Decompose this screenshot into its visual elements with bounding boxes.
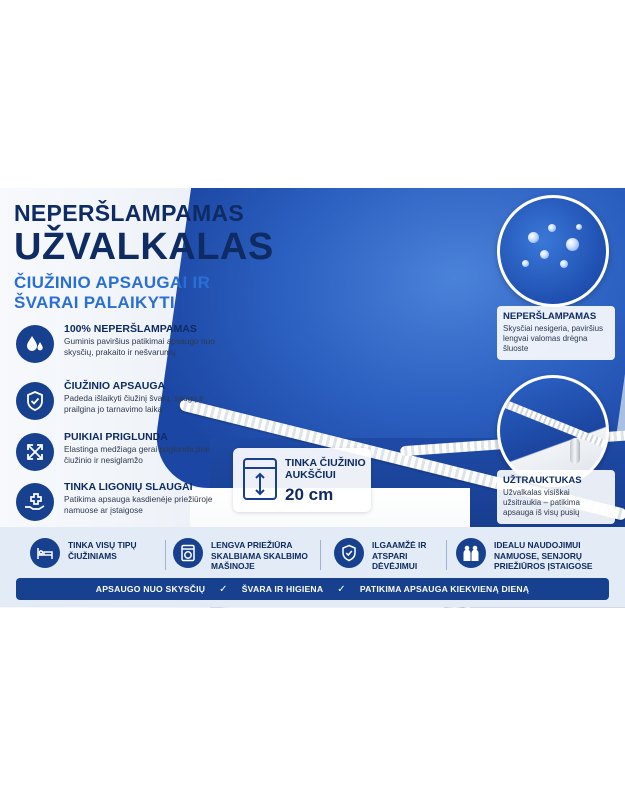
callout-zipper: UŽTRAUKTUKAS Užvalkalas visiškai užsitraukia – patikima apsauga iš visų pusių: [497, 470, 615, 524]
check-icon: ✓: [219, 583, 228, 595]
shield-check-icon: [16, 382, 54, 420]
title-line-2: UŽVALKALAS: [14, 226, 274, 268]
footer-item: ŠVARA IR HIGIENA: [241, 584, 324, 594]
bed-icon: [30, 538, 60, 568]
check-icon: ✓: [337, 583, 346, 595]
family-icon: [456, 538, 486, 568]
mattress-height-icon: [241, 456, 279, 507]
care-hand-icon: [16, 483, 54, 521]
zipper-pull-icon: [570, 438, 580, 464]
water-drops-icon: [16, 325, 54, 363]
footer-item: APSAUGO NUO SKYSČIŲ: [95, 584, 206, 594]
footer-bar: [16, 578, 609, 600]
benefit-divider: [446, 540, 447, 570]
washing-machine-icon: [173, 538, 203, 568]
height-info-box: TINKA ČIUŽINIO AUKŠČIUI 20 cm: [233, 448, 371, 512]
benefit-divider: [320, 540, 321, 570]
shield-check-icon: [334, 538, 364, 568]
waterproof-closeup-image: [497, 195, 609, 307]
callout-waterproof: NEPERŠLAMPAMAS Skysčiai nesigeria, paviršius lengvai valomas drėgna šluoste: [497, 306, 615, 360]
footer-item: PATIKIMA APSAUGA KIEKVIENĄ DIENĄ: [359, 584, 530, 594]
subtitle: ČIUŽINIO APSAUGAI IR ŠVARAI PALAIKYTI: [14, 273, 211, 312]
benefit-divider: [165, 540, 166, 570]
expand-arrows-icon: [16, 433, 54, 471]
title-line-1: NEPERŠLAMPAMAS: [14, 200, 244, 226]
